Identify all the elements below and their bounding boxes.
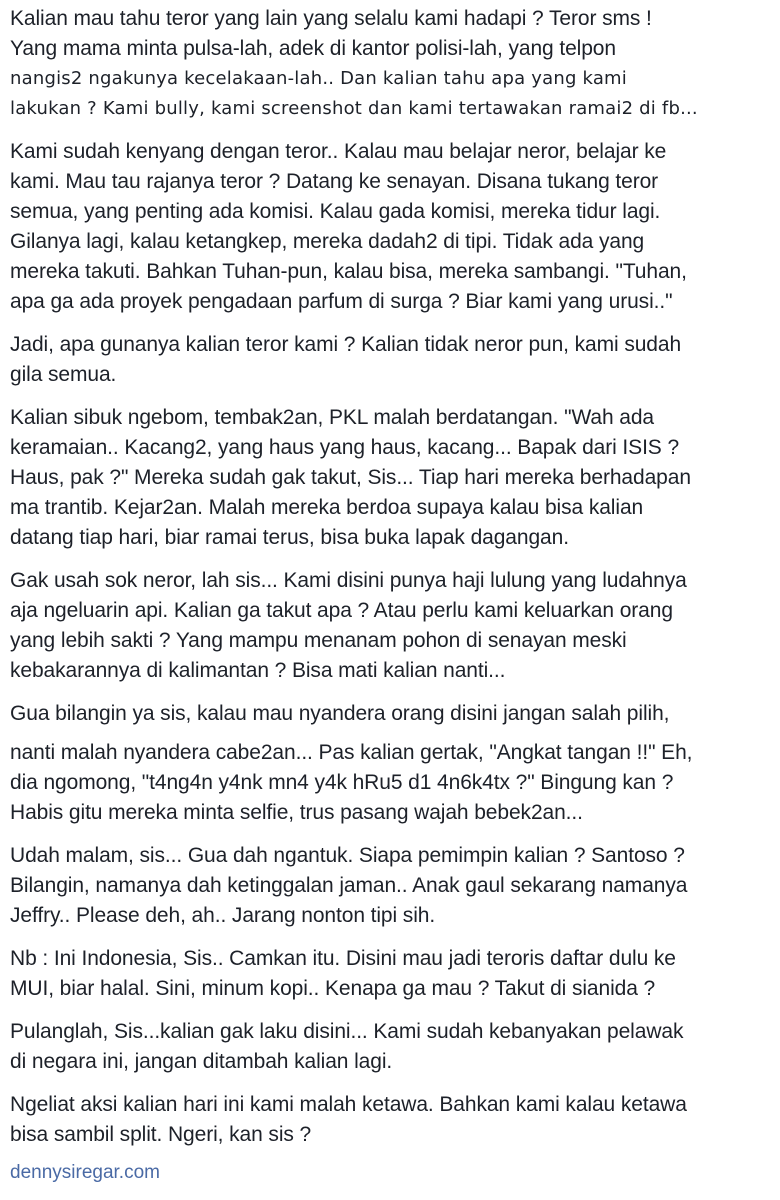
- text-line: Kami sudah kenyang dengan teror.. Kalau mau belajar neror, belajar ke: [10, 140, 667, 163]
- text-line: Ngeliat aksi kalian hari ini kami malah ketawa. Bahkan kami kalau ketawa: [10, 1093, 687, 1116]
- text-line: Gua bilangin ya sis, kalau mau nyandera orang disini jangan salah pilih,: [10, 702, 670, 725]
- text-line: Udah malam, sis... Gua dah ngantuk. Siapa pemimpin kalian ? Santoso ?: [10, 844, 685, 867]
- text-line: Kalian sibuk ngebom, tembak2an, PKL malah berdatangan. "Wah ada: [10, 406, 655, 429]
- paragraph: [10, 699, 776, 729]
- text-line: semua, yang penting ada komisi. Kalau gada komisi, mereka tidur lagi.: [10, 200, 661, 223]
- text-line: aja ngeluarin api. Kalian ga takut apa ? Atau perlu kami keluarkan orang: [10, 599, 673, 622]
- paragraph: [10, 566, 776, 686]
- text-line: keramaian.. Kacang2, yang haus yang haus, kacang... Bapak dari ISIS ?: [10, 436, 680, 459]
- source-link[interactable]: dennysiregar.com: [10, 1162, 160, 1183]
- text-line: MUI, biar halal. Sini, minum kopi.. Kenapa ga mau ? Takut di sianida ?: [10, 977, 656, 1000]
- article-body: [10, 4, 776, 1163]
- text-line: bisa sambil split. Ngeri, kan sis ?: [10, 1123, 312, 1146]
- paragraph: [10, 137, 776, 317]
- text-line: lakukan ? Kami bully, kami screenshot dan kami tertawakan ramai2 di fb...: [10, 98, 698, 119]
- text-line: Pulanglah, Sis...kalian gak laku disini... Kami sudah kebanyakan pelawak: [10, 1020, 684, 1043]
- text-line: Gilanya lagi, kalau ketangkep, mereka dadah2 di tipi. Tidak ada yang: [10, 230, 645, 253]
- text-line: Jeffry.. Please deh, ah.. Jarang nonton tipi sih.: [10, 904, 436, 927]
- paragraph: [10, 403, 776, 553]
- text-line: Haus, pak ?" Mereka sudah gak takut, Sis... Tiap hari mereka berhadapan: [10, 466, 691, 489]
- text-line: Jadi, apa gunanya kalian teror kami ? Kalian tidak neror pun, kami sudah: [10, 333, 682, 356]
- text-line: datang tiap hari, biar ramai terus, bisa buka lapak dagangan.: [10, 526, 569, 549]
- text-line: apa ga ada proyek pengadaan parfum di surga ? Biar kami yang urusi..": [10, 290, 673, 313]
- text-line: Yang mama minta pulsa-lah, adek di kantor polisi-lah, yang telpon: [10, 37, 616, 60]
- text-line: dia ngomong, "t4ng4n y4nk mn4 y4k hRu5 d1 4n6k4tx ?" Bingung kan ?: [10, 771, 674, 794]
- text-line: Habis gitu mereka minta selfie, trus pasang wajah bebek2an...: [10, 801, 583, 824]
- text-line: kebakarannya di kalimantan ? Bisa mati kalian nanti...: [10, 659, 506, 682]
- text-line: kami. Mau tau rajanya teror ? Datang ke senayan. Disana tukang teror: [10, 170, 659, 193]
- text-line: ma trantib. Kejar2an. Malah mereka berdoa supaya kalau bisa kalian: [10, 496, 644, 519]
- text-line: Nb : Ini Indonesia, Sis.. Camkan itu. Disini mau jadi teroris daftar dulu ke: [10, 947, 676, 970]
- text-line: nanti malah nyandera cabe2an... Pas kalian gertak, "Angkat tangan !!" Eh,: [10, 741, 693, 764]
- paragraph: [10, 944, 776, 1004]
- text-line: nangis2 ngakunya kecelakaan-lah.. Dan kalian tahu apa yang kami: [10, 68, 627, 89]
- text-line: gila semua.: [10, 363, 117, 386]
- paragraph: [10, 330, 776, 390]
- text-line: mereka takuti. Bahkan Tuhan-pun, kalau bisa, mereka sambangi. "Tuhan,: [10, 260, 687, 283]
- text-line: Bilangin, namanya dah ketinggalan jaman.. Anak gaul sekarang namanya: [10, 874, 688, 897]
- text-line: Kalian mau tahu teror yang lain yang selalu kami hadapi ? Teror sms !: [10, 7, 652, 30]
- paragraph: [10, 841, 776, 931]
- text-line: Gak usah sok neror, lah sis... Kami disini punya haji lulung yang ludahnya: [10, 569, 687, 592]
- paragraph: [10, 1017, 776, 1077]
- paragraph: [10, 4, 776, 124]
- text-line: yang lebih sakti ? Yang mampu menanam pohon di senayan meski: [10, 629, 627, 652]
- text-line: di negara ini, jangan ditambah kalian lagi.: [10, 1050, 393, 1073]
- paragraph: [10, 738, 776, 828]
- paragraph: [10, 1090, 776, 1150]
